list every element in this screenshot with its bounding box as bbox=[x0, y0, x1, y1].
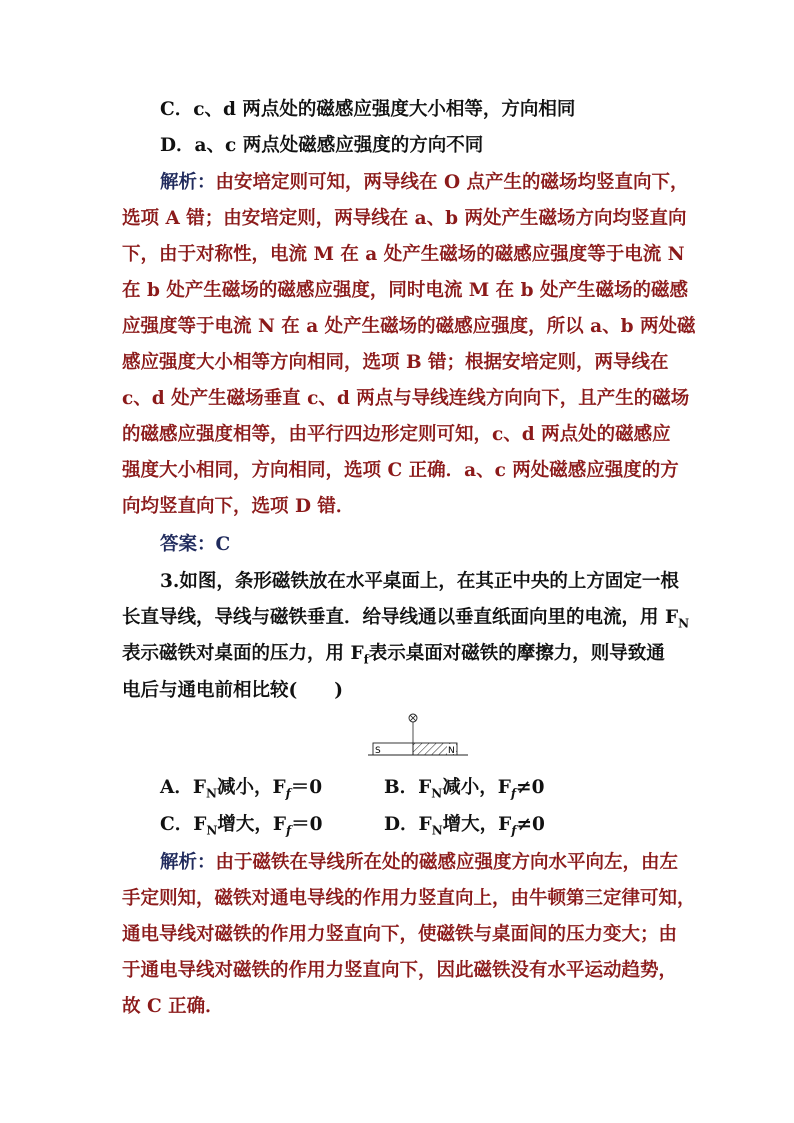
analysis-line-3: 下，由于对称性，电流 M 在 a 处产生磁场的磁感应强度等于电流 N bbox=[122, 244, 685, 265]
analysis-text: 由安培定则可知，两导线在 O 点产生的磁场均竖直向下， bbox=[215, 172, 689, 193]
analysis2-label: 解析： bbox=[160, 852, 216, 873]
question-3-text-a: 表示磁铁对桌面的压力，用 F bbox=[122, 643, 364, 664]
question-3-text: 长直导线，导线与磁铁垂直．给导线通以垂直纸面向里的电流，用 F bbox=[122, 607, 679, 628]
analysis2-line-3: 通电导线对磁铁的作用力竖直向下，使磁铁与桌面间的压力变大；由 bbox=[122, 924, 678, 945]
analysis-line-10: 向均竖直向下，选项 D 错． bbox=[122, 496, 355, 517]
answer-value: C bbox=[215, 534, 231, 555]
option-c: C．$F_N$增大，$F_f=0$ bbox=[160, 814, 323, 838]
option-a: A．$F_N$减小，$F_f=0$ bbox=[160, 777, 323, 801]
question-3-line-3 bbox=[122, 642, 665, 672]
option-d: D．$F_N$增大，$F_f\ne 0$ bbox=[384, 814, 545, 838]
analysis2-line-5: 故 C 正确． bbox=[122, 996, 224, 1017]
option-c-prev: C．c、d 两点处的磁感应强度大小相等，方向相同 bbox=[160, 99, 576, 120]
analysis-line-2: 选项 A 错；由安培定则，两导线在 a、b 两处产生磁场方向均竖直向 bbox=[122, 208, 687, 229]
question-3-line-1: 3.如图，条形磁铁放在水平桌面上，在其正中央的上方固定一根 bbox=[160, 571, 679, 592]
analysis-line-6: 感应强度大小相等方向相同，选项 B 错；根据安培定则，两导线在 bbox=[122, 352, 669, 373]
south-label: S bbox=[375, 746, 381, 756]
answer-label: 答案： bbox=[160, 534, 216, 555]
magnet-figure bbox=[368, 712, 468, 766]
north-label: N bbox=[448, 746, 455, 756]
subscript-f: f bbox=[363, 652, 369, 667]
analysis2-text: 由于磁铁在导线所在处的磁感应强度方向水平向左，由左 bbox=[215, 852, 679, 873]
magnet-diagram bbox=[368, 712, 468, 762]
analysis2-line-2: 手定则知，磁铁对通电导线的作用力竖直向上，由牛顿第三定律可知， bbox=[122, 888, 696, 909]
analysis-line-5: 应强度等于电流 N 在 a 处产生磁场的磁感应强度，所以 a、b 两处磁 bbox=[122, 316, 696, 337]
question-3-text-b: 表示桌面对磁铁的摩擦力，则导致通 bbox=[368, 643, 665, 664]
analysis-line-8: 的磁感应强度相等，由平行四边形定则可知，c、d 两点处的磁感应 bbox=[122, 424, 671, 445]
analysis-line-1 bbox=[160, 171, 689, 195]
analysis-line-9: 强度大小相同，方向相同，选项 C 正确．a、c 两处磁感应强度的方 bbox=[122, 460, 679, 481]
analysis-line-4: 在 b 处产生磁场的磁感应强度，同时电流 M 在 b 处产生磁场的磁感 bbox=[122, 280, 688, 301]
analysis2-line-4: 于通电导线对磁铁的作用力竖直向下，因此磁铁没有水平运动趋势， bbox=[122, 960, 678, 981]
option-d-prev: D．a、c 两点处磁感应强度的方向不同 bbox=[160, 135, 484, 156]
analysis-line-7: c、d 处产生磁场垂直 c、d 两点与导线连线方向向下，且产生的磁场 bbox=[122, 388, 690, 409]
question-3-line-4: 电后与通电前相比较( ) bbox=[122, 680, 344, 701]
analysis2-line-1 bbox=[160, 851, 678, 875]
subscript-n: N bbox=[678, 616, 690, 631]
answer-line bbox=[160, 533, 230, 557]
question-3-line-2 bbox=[122, 606, 689, 636]
option-b: B．$F_N$减小，$F_f\ne 0$ bbox=[384, 777, 545, 801]
analysis-label: 解析： bbox=[160, 172, 216, 193]
